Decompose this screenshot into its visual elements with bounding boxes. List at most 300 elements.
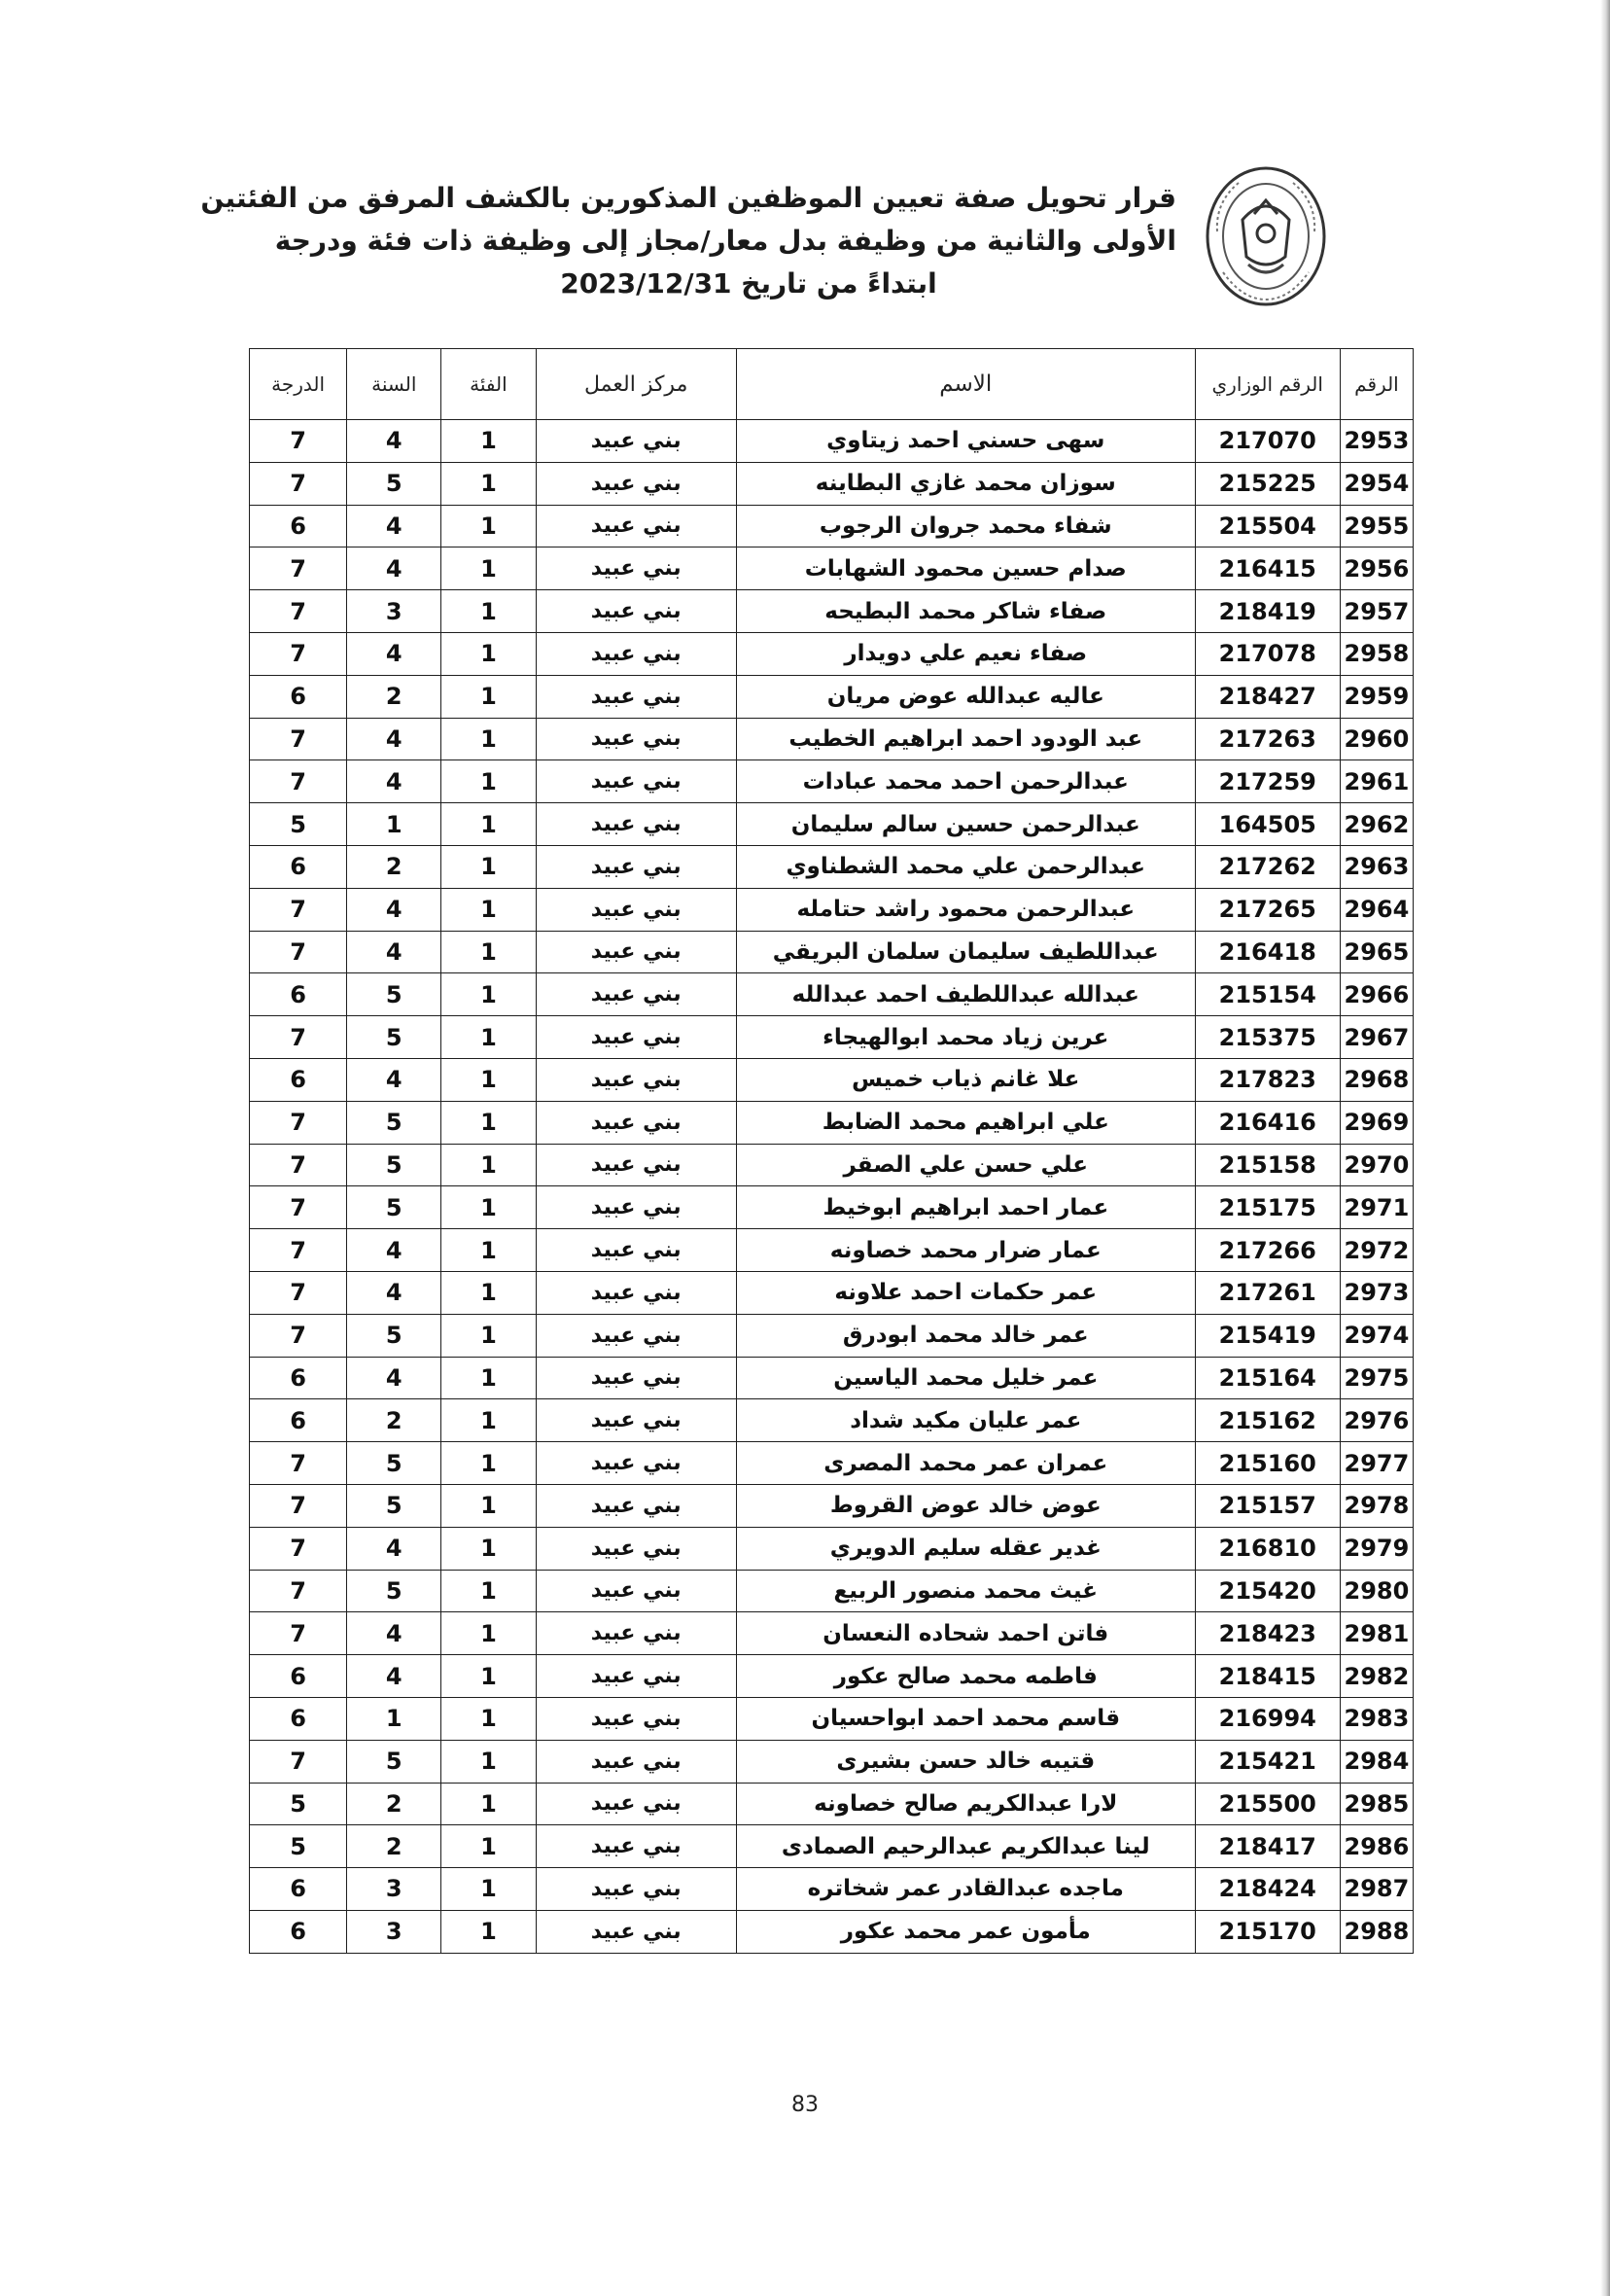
cell-number: 2961 (1340, 760, 1413, 803)
cell-year: 3 (347, 1910, 441, 1953)
column-header-work-center: مركز العمل (536, 349, 736, 420)
cell-ministry-number: 218419 (1195, 590, 1340, 633)
cell-grade: 7 (250, 1271, 347, 1314)
cell-grade: 6 (250, 675, 347, 718)
cell-grade: 6 (250, 505, 347, 548)
cell-year: 5 (347, 1101, 441, 1144)
cell-work-center: بني عبيد (536, 760, 736, 803)
column-header-ministry-number: الرقم الوزاري (1195, 349, 1340, 420)
cell-name: سهى حسني احمد زيتاوي (736, 420, 1195, 463)
cell-name: عبداللطيف سليمان سلمان البريقي (736, 931, 1195, 973)
cell-name: صفاء شاكر محمد البطيحه (736, 590, 1195, 633)
cell-year: 4 (347, 931, 441, 973)
cell-name: لارا عبدالكريم صالح خصاونه (736, 1783, 1195, 1825)
cell-work-center: بني عبيد (536, 718, 736, 760)
cell-category: 1 (441, 1484, 536, 1527)
page-number: 83 (791, 2093, 819, 2117)
cell-grade: 7 (250, 590, 347, 633)
cell-work-center: بني عبيد (536, 1612, 736, 1655)
cell-grade: 5 (250, 1825, 347, 1868)
cell-ministry-number: 216994 (1195, 1697, 1340, 1740)
cell-work-center: بني عبيد (536, 1442, 736, 1485)
cell-work-center: بني عبيد (536, 1527, 736, 1570)
cell-category: 1 (441, 1740, 536, 1783)
cell-name: علا غانم ذياب خميس (736, 1058, 1195, 1101)
cell-name: صفاء نعيم علي دويدار (736, 632, 1195, 675)
cell-year: 4 (347, 632, 441, 675)
cell-category: 1 (441, 1357, 536, 1399)
cell-category: 1 (441, 803, 536, 846)
document-title (200, 177, 1176, 305)
cell-ministry-number: 215164 (1195, 1357, 1340, 1399)
cell-work-center: بني عبيد (536, 505, 736, 548)
cell-category: 1 (441, 1570, 536, 1612)
cell-ministry-number: 215500 (1195, 1783, 1340, 1825)
cell-year: 4 (347, 888, 441, 931)
cell-year: 4 (347, 505, 441, 548)
cell-number: 2973 (1340, 1271, 1413, 1314)
cell-work-center: بني عبيد (536, 973, 736, 1016)
table-row (250, 1527, 1414, 1570)
cell-number: 2982 (1340, 1655, 1413, 1698)
cell-number: 2959 (1340, 675, 1413, 718)
cell-category: 1 (441, 632, 536, 675)
cell-year: 5 (347, 973, 441, 1016)
table-row (250, 760, 1414, 803)
cell-number: 2979 (1340, 1527, 1413, 1570)
cell-grade: 7 (250, 1570, 347, 1612)
cell-ministry-number: 215175 (1195, 1186, 1340, 1229)
cell-ministry-number: 215158 (1195, 1144, 1340, 1186)
table-row (250, 1058, 1414, 1101)
cell-work-center: بني عبيد (536, 1058, 736, 1101)
cell-year: 5 (347, 1570, 441, 1612)
cell-category: 1 (441, 1868, 536, 1911)
table-row (250, 1484, 1414, 1527)
cell-category: 1 (441, 1229, 536, 1272)
cell-grade: 7 (250, 1016, 347, 1059)
cell-category: 1 (441, 1442, 536, 1485)
cell-work-center: بني عبيد (536, 1101, 736, 1144)
cell-ministry-number: 215154 (1195, 973, 1340, 1016)
cell-number: 2963 (1340, 845, 1413, 888)
table-row (250, 888, 1414, 931)
cell-year: 3 (347, 590, 441, 633)
cell-name: عبدالرحمن حسين سالم سليمان (736, 803, 1195, 846)
cell-work-center: بني عبيد (536, 1357, 736, 1399)
cell-year: 5 (347, 1484, 441, 1527)
cell-number: 2987 (1340, 1868, 1413, 1911)
cell-category: 1 (441, 760, 536, 803)
cell-number: 2955 (1340, 505, 1413, 548)
cell-name: عبدالرحمن علي محمد الشطناوي (736, 845, 1195, 888)
cell-year: 5 (347, 1442, 441, 1485)
cell-name: عوض خالد عوض القروط (736, 1484, 1195, 1527)
cell-name: سوزان محمد غازي البطاينه (736, 462, 1195, 505)
cell-category: 1 (441, 1612, 536, 1655)
column-header-grade: الدرجة (250, 349, 347, 420)
cell-name: عمر عليان مكيد شداد (736, 1399, 1195, 1442)
cell-category: 1 (441, 1910, 536, 1953)
table-row (250, 420, 1414, 463)
cell-work-center: بني عبيد (536, 548, 736, 590)
column-header-category: الفئة (441, 349, 536, 420)
cell-year: 3 (347, 1868, 441, 1911)
cell-grade: 6 (250, 845, 347, 888)
cell-grade: 6 (250, 1058, 347, 1101)
cell-category: 1 (441, 1399, 536, 1442)
cell-year: 4 (347, 420, 441, 463)
cell-number: 2986 (1340, 1825, 1413, 1868)
cell-grade: 6 (250, 973, 347, 1016)
cell-grade: 7 (250, 548, 347, 590)
cell-grade: 7 (250, 1484, 347, 1527)
cell-year: 5 (347, 1186, 441, 1229)
cell-work-center: بني عبيد (536, 1868, 736, 1911)
table-header-row (250, 349, 1414, 420)
table-row (250, 1357, 1414, 1399)
cell-year: 2 (347, 1783, 441, 1825)
cell-number: 2964 (1340, 888, 1413, 931)
cell-grade: 7 (250, 1186, 347, 1229)
cell-number: 2960 (1340, 718, 1413, 760)
cell-work-center: بني عبيد (536, 1229, 736, 1272)
cell-year: 1 (347, 1697, 441, 1740)
cell-name: لينا عبدالكريم عبدالرحيم الصمادى (736, 1825, 1195, 1868)
cell-number: 2953 (1340, 420, 1413, 463)
cell-work-center: بني عبيد (536, 1186, 736, 1229)
cell-category: 1 (441, 462, 536, 505)
cell-ministry-number: 218423 (1195, 1612, 1340, 1655)
cell-work-center: بني عبيد (536, 1740, 736, 1783)
cell-ministry-number: 215420 (1195, 1570, 1340, 1612)
cell-work-center: بني عبيد (536, 462, 736, 505)
cell-category: 1 (441, 1058, 536, 1101)
table-row (250, 845, 1414, 888)
cell-name: علي حسن علي الصقر (736, 1144, 1195, 1186)
cell-category: 1 (441, 1825, 536, 1868)
cell-work-center: بني عبيد (536, 1271, 736, 1314)
cell-name: ماجده عبدالقادر عمر شخاتره (736, 1868, 1195, 1911)
cell-number: 2974 (1340, 1314, 1413, 1357)
cell-work-center: بني عبيد (536, 888, 736, 931)
table-row (250, 1442, 1414, 1485)
title-line-3: ابتداءً من تاريخ 2023/12/31 (560, 267, 937, 300)
cell-grade: 6 (250, 1655, 347, 1698)
cell-grade: 6 (250, 1357, 347, 1399)
cell-category: 1 (441, 1016, 536, 1059)
cell-ministry-number: 217265 (1195, 888, 1340, 931)
cell-year: 5 (347, 1740, 441, 1783)
cell-number: 2970 (1340, 1144, 1413, 1186)
table-row (250, 1570, 1414, 1612)
cell-category: 1 (441, 888, 536, 931)
cell-work-center: بني عبيد (536, 1910, 736, 1953)
cell-year: 5 (347, 1016, 441, 1059)
column-header-year: السنة (347, 349, 441, 420)
cell-year: 4 (347, 1655, 441, 1698)
cell-category: 1 (441, 973, 536, 1016)
cell-ministry-number: 215375 (1195, 1016, 1340, 1059)
cell-name: عاليه عبدالله عوض مريان (736, 675, 1195, 718)
table-row (250, 1612, 1414, 1655)
table-row (250, 803, 1414, 846)
employee-table (249, 348, 1414, 1954)
cell-ministry-number: 215225 (1195, 462, 1340, 505)
table-row (250, 1229, 1414, 1272)
cell-name: عمر خالد محمد ابودرق (736, 1314, 1195, 1357)
cell-name: شفاء محمد جروان الرجوب (736, 505, 1195, 548)
cell-name: غيث محمد منصور الربيع (736, 1570, 1195, 1612)
cell-number: 2962 (1340, 803, 1413, 846)
cell-work-center: بني عبيد (536, 1825, 736, 1868)
table-row (250, 1825, 1414, 1868)
cell-number: 2978 (1340, 1484, 1413, 1527)
cell-ministry-number: 215421 (1195, 1740, 1340, 1783)
table-row (250, 1740, 1414, 1783)
cell-grade: 7 (250, 462, 347, 505)
cell-ministry-number: 216810 (1195, 1527, 1340, 1570)
cell-work-center: بني عبيد (536, 803, 736, 846)
cell-grade: 7 (250, 1144, 347, 1186)
cell-grade: 6 (250, 1910, 347, 1953)
table-row (250, 1144, 1414, 1186)
cell-ministry-number: 217259 (1195, 760, 1340, 803)
cell-work-center: بني عبيد (536, 1144, 736, 1186)
cell-number: 2956 (1340, 548, 1413, 590)
cell-work-center: بني عبيد (536, 931, 736, 973)
cell-category: 1 (441, 675, 536, 718)
cell-ministry-number: 217823 (1195, 1058, 1340, 1101)
cell-name: عبدالرحمن محمود راشد حتامله (736, 888, 1195, 931)
cell-number: 2983 (1340, 1697, 1413, 1740)
cell-year: 2 (347, 1825, 441, 1868)
cell-number: 2965 (1340, 931, 1413, 973)
cell-name: عمر خليل محمد الياسين (736, 1357, 1195, 1399)
cell-name: عمر حكمات احمد علاونه (736, 1271, 1195, 1314)
cell-work-center: بني عبيد (536, 845, 736, 888)
cell-year: 4 (347, 718, 441, 760)
cell-grade: 6 (250, 1399, 347, 1442)
cell-ministry-number: 216415 (1195, 548, 1340, 590)
cell-grade: 6 (250, 1697, 347, 1740)
cell-category: 1 (441, 590, 536, 633)
cell-number: 2954 (1340, 462, 1413, 505)
table-row (250, 1271, 1414, 1314)
cell-name: عبدالرحمن احمد محمد عبادات (736, 760, 1195, 803)
cell-ministry-number: 216418 (1195, 931, 1340, 973)
cell-grade: 5 (250, 803, 347, 846)
cell-work-center: بني عبيد (536, 1783, 736, 1825)
cell-year: 4 (347, 548, 441, 590)
cell-ministry-number: 218424 (1195, 1868, 1340, 1911)
ministry-emblem-icon (1204, 163, 1328, 309)
cell-grade: 7 (250, 1314, 347, 1357)
cell-ministry-number: 215504 (1195, 505, 1340, 548)
table-row (250, 1314, 1414, 1357)
cell-grade: 7 (250, 420, 347, 463)
cell-ministry-number: 164505 (1195, 803, 1340, 846)
cell-number: 2988 (1340, 1910, 1413, 1953)
cell-year: 4 (347, 1612, 441, 1655)
title-line-1: قرار تحويل صفة تعيين الموظفين المذكورين بالكشف المرفق من الفئتين (200, 182, 1176, 214)
cell-name: عمران عمر محمد المصرى (736, 1442, 1195, 1485)
cell-number: 2972 (1340, 1229, 1413, 1272)
cell-grade: 7 (250, 931, 347, 973)
cell-category: 1 (441, 1271, 536, 1314)
cell-grade: 7 (250, 1612, 347, 1655)
cell-grade: 7 (250, 632, 347, 675)
table-row (250, 1186, 1414, 1229)
table-row (250, 590, 1414, 633)
cell-number: 2977 (1340, 1442, 1413, 1485)
cell-category: 1 (441, 718, 536, 760)
table-row (250, 1655, 1414, 1698)
cell-category: 1 (441, 931, 536, 973)
cell-work-center: بني عبيد (536, 632, 736, 675)
cell-name: عمار ضرار محمد خصاونه (736, 1229, 1195, 1272)
cell-year: 4 (347, 1357, 441, 1399)
cell-ministry-number: 218417 (1195, 1825, 1340, 1868)
cell-ministry-number: 218415 (1195, 1655, 1340, 1698)
cell-name: علي ابراهيم محمد الضابط (736, 1101, 1195, 1144)
table-row (250, 548, 1414, 590)
scan-page-edge (1600, 0, 1610, 2296)
cell-category: 1 (441, 505, 536, 548)
table-row (250, 462, 1414, 505)
title-line-2: الأولى والثانية من وظيفة بدل معار/مجاز إلى وظيفة ذات فئة ودرجة (274, 225, 1176, 257)
cell-grade: 7 (250, 760, 347, 803)
cell-work-center: بني عبيد (536, 1314, 736, 1357)
cell-ministry-number: 215162 (1195, 1399, 1340, 1442)
table-body (250, 420, 1414, 1954)
cell-work-center: بني عبيد (536, 1484, 736, 1527)
cell-year: 4 (347, 1271, 441, 1314)
cell-name: عبد الودود احمد ابراهيم الخطيب (736, 718, 1195, 760)
cell-number: 2980 (1340, 1570, 1413, 1612)
cell-name: فاتن احمد شحاده النعسان (736, 1612, 1195, 1655)
cell-ministry-number: 215157 (1195, 1484, 1340, 1527)
cell-work-center: بني عبيد (536, 1697, 736, 1740)
cell-category: 1 (441, 420, 536, 463)
cell-ministry-number: 215170 (1195, 1910, 1340, 1953)
cell-category: 1 (441, 1697, 536, 1740)
cell-grade: 7 (250, 1229, 347, 1272)
cell-work-center: بني عبيد (536, 590, 736, 633)
cell-category: 1 (441, 1527, 536, 1570)
cell-year: 5 (347, 1314, 441, 1357)
column-header-number: الرقم (1340, 349, 1413, 420)
table-row (250, 1399, 1414, 1442)
cell-number: 2971 (1340, 1186, 1413, 1229)
cell-number: 2976 (1340, 1399, 1413, 1442)
cell-work-center: بني عبيد (536, 1399, 736, 1442)
cell-year: 2 (347, 675, 441, 718)
table-row (250, 1910, 1414, 1953)
table-row (250, 931, 1414, 973)
cell-ministry-number: 215160 (1195, 1442, 1340, 1485)
cell-ministry-number: 217070 (1195, 420, 1340, 463)
table-row (250, 1868, 1414, 1911)
cell-name: قتيبه خالد حسن بشيرى (736, 1740, 1195, 1783)
cell-category: 1 (441, 1101, 536, 1144)
cell-work-center: بني عبيد (536, 1570, 736, 1612)
cell-grade: 5 (250, 1783, 347, 1825)
cell-category: 1 (441, 1655, 536, 1698)
cell-category: 1 (441, 1186, 536, 1229)
cell-ministry-number: 215419 (1195, 1314, 1340, 1357)
table-row (250, 718, 1414, 760)
cell-name: عمار احمد ابراهيم ابوخيط (736, 1186, 1195, 1229)
cell-category: 1 (441, 548, 536, 590)
cell-year: 5 (347, 462, 441, 505)
cell-name: عرين زياد محمد ابوالهيجاء (736, 1016, 1195, 1059)
cell-ministry-number: 217262 (1195, 845, 1340, 888)
cell-ministry-number: 217266 (1195, 1229, 1340, 1272)
table-row (250, 1101, 1414, 1144)
cell-number: 2984 (1340, 1740, 1413, 1783)
cell-number: 2967 (1340, 1016, 1413, 1059)
cell-grade: 6 (250, 1868, 347, 1911)
cell-name: مأمون عمر محمد عكور (736, 1910, 1195, 1953)
cell-ministry-number: 217261 (1195, 1271, 1340, 1314)
cell-grade: 7 (250, 1527, 347, 1570)
cell-number: 2966 (1340, 973, 1413, 1016)
cell-ministry-number: 217263 (1195, 718, 1340, 760)
cell-name: عبدالله عبداللطيف احمد عبدالله (736, 973, 1195, 1016)
cell-number: 2968 (1340, 1058, 1413, 1101)
table-row (250, 1016, 1414, 1059)
table-row (250, 973, 1414, 1016)
cell-year: 1 (347, 803, 441, 846)
cell-number: 2957 (1340, 590, 1413, 633)
cell-ministry-number: 216416 (1195, 1101, 1340, 1144)
cell-ministry-number: 217078 (1195, 632, 1340, 675)
cell-ministry-number: 218427 (1195, 675, 1340, 718)
cell-grade: 7 (250, 888, 347, 931)
cell-grade: 7 (250, 1740, 347, 1783)
cell-category: 1 (441, 1314, 536, 1357)
cell-name: فاطمه محمد صالح عكور (736, 1655, 1195, 1698)
cell-work-center: بني عبيد (536, 420, 736, 463)
cell-category: 1 (441, 1144, 536, 1186)
cell-work-center: بني عبيد (536, 1655, 736, 1698)
cell-grade: 7 (250, 1101, 347, 1144)
cell-number: 2958 (1340, 632, 1413, 675)
cell-name: قاسم محمد احمد ابواحسيان (736, 1697, 1195, 1740)
cell-year: 4 (347, 760, 441, 803)
cell-name: صدام حسين محمود الشهابات (736, 548, 1195, 590)
cell-year: 2 (347, 1399, 441, 1442)
table-row (250, 505, 1414, 548)
cell-number: 2975 (1340, 1357, 1413, 1399)
table-row (250, 1697, 1414, 1740)
cell-year: 4 (347, 1527, 441, 1570)
cell-year: 2 (347, 845, 441, 888)
cell-number: 2985 (1340, 1783, 1413, 1825)
cell-grade: 7 (250, 1442, 347, 1485)
cell-year: 4 (347, 1058, 441, 1101)
cell-number: 2981 (1340, 1612, 1413, 1655)
table-row (250, 1783, 1414, 1825)
cell-year: 4 (347, 1229, 441, 1272)
table-row (250, 632, 1414, 675)
cell-year: 5 (347, 1144, 441, 1186)
column-header-name: الاسم (736, 349, 1195, 420)
cell-grade: 7 (250, 718, 347, 760)
cell-number: 2969 (1340, 1101, 1413, 1144)
table-row (250, 675, 1414, 718)
